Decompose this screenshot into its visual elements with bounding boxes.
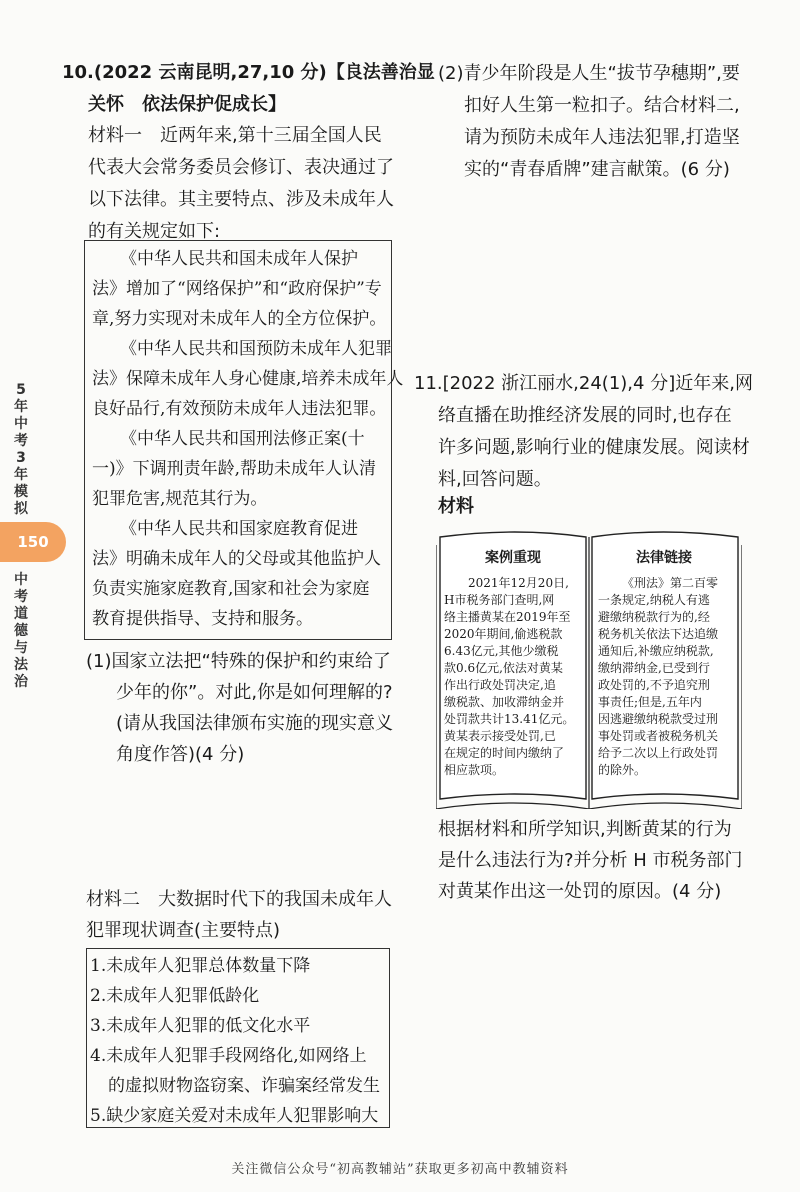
material1-text bbox=[88, 120, 394, 248]
case-book-graphic bbox=[436, 527, 742, 809]
footer-watermark: 关注微信公众号“初高教辅站”获取更多初高中教辅资料 bbox=[231, 1162, 569, 1177]
q11-question bbox=[438, 814, 743, 907]
material2-line: 材料二 大数据时代下的我国未成年人 bbox=[86, 889, 392, 910]
law-line: 一)》下调刑责年龄,帮助未成年人认清 bbox=[92, 459, 377, 479]
survey-line: 4.未成年人犯罪手段网络化,如网络上 bbox=[90, 1046, 367, 1066]
book-series-char: 年 bbox=[14, 467, 28, 483]
law-link-line: 因逃避缴纳税款受过刑 bbox=[598, 712, 719, 726]
case-line: 在规定的时间内缴纳了 bbox=[444, 746, 565, 760]
law-link-line: 通知后,补缴应纳税款, bbox=[598, 644, 714, 658]
case-line: 6.43亿元,其他少缴税 bbox=[444, 644, 559, 658]
q11-line: 络直播在助推经济发展的同时,也存在 bbox=[438, 405, 732, 426]
book-series-char: 模 bbox=[14, 484, 28, 500]
q10-sub1 bbox=[86, 646, 393, 770]
material1-line: 的有关规定如下: bbox=[88, 221, 221, 242]
sub1-line: (1)国家立法把“特殊的保护和约束给了 bbox=[86, 651, 391, 672]
survey-line: 2.未成年人犯罪低龄化 bbox=[90, 986, 260, 1006]
book-series-char: 中 bbox=[14, 416, 28, 432]
law-line: 章,努力实现对未成年人的全方位保护。 bbox=[92, 309, 387, 329]
case-line: 处罚款共计13.41亿元。 bbox=[444, 712, 575, 726]
q11-text bbox=[414, 368, 753, 496]
law-link-line: 给予二次以上行政处罚 bbox=[598, 746, 719, 760]
q11-question-line: 是什么违法行为?并分析 H 市税务部门 bbox=[438, 850, 743, 871]
material2-text bbox=[86, 884, 392, 946]
case-line: 款0.6亿元,依法对黄某 bbox=[444, 661, 563, 675]
subject-char: 法 bbox=[14, 657, 28, 673]
case-line: 2021年12月20日, bbox=[468, 576, 569, 590]
q10-sub2 bbox=[438, 58, 740, 186]
q11-line: 许多问题,影响行业的健康发展。阅读材 bbox=[438, 437, 750, 458]
law-line: 法》增加了“网络保护”和“政府保护”专 bbox=[92, 279, 382, 299]
q11-line: 料,回答问题。 bbox=[438, 469, 552, 490]
material1-line: 材料一 近两年来,第十三届全国人民 bbox=[88, 125, 382, 146]
book-series-char: 考 bbox=[14, 433, 28, 449]
sub1-line: 少年的你”。对此,你是如何理解的? bbox=[116, 682, 393, 703]
q10-header-cont: 关怀 依法保护促成长】 bbox=[88, 94, 286, 115]
law-line: 《中华人民共和国家庭教育促进 bbox=[120, 519, 358, 539]
case-line: 黄某表示接受处罚,已 bbox=[444, 729, 556, 743]
q10-header: 10.(2022 云南昆明,27,10 分)【良法善治显 bbox=[62, 62, 435, 83]
sub2-line: 扣好人生第一粒扣子。结合材料二, bbox=[464, 95, 740, 116]
survey-line: 5.缺少家庭关爱对未成年人犯罪影响大 bbox=[90, 1106, 379, 1126]
case-title: 案例重现 bbox=[485, 550, 541, 566]
material2-line: 犯罪现状调查(主要特点) bbox=[86, 920, 281, 941]
sub1-line: 角度作答)(4 分) bbox=[116, 744, 245, 765]
law-text bbox=[598, 575, 718, 779]
sub1-line: (请从我国法律颁布实施的现实意义 bbox=[116, 713, 394, 734]
material1-line: 以下法律。其主要特点、涉及未成年人 bbox=[88, 189, 394, 210]
subject-char: 中 bbox=[14, 572, 28, 588]
subject-char: 与 bbox=[14, 640, 28, 656]
q11-line: 11.[2022 浙江丽水,24(1),4 分]近年来,网 bbox=[414, 373, 753, 394]
case-line: H市税务部门查明,网 bbox=[444, 593, 555, 607]
sub2-line: (2)青少年阶段是人生“拔节孕穗期”,要 bbox=[438, 63, 740, 84]
book-series-char: 3 bbox=[16, 450, 26, 466]
law-link-line: 政处罚的,不予追究刑 bbox=[598, 678, 710, 692]
subject-char: 德 bbox=[14, 623, 28, 639]
law-line: 《中华人民共和国未成年人保护 bbox=[120, 249, 358, 269]
sub2-line: 请为预防未成年人违法犯罪,打造坚 bbox=[464, 127, 740, 148]
book-series-label bbox=[8, 382, 34, 518]
survey-line: 的虚拟财物盗窃案、诈骗案经常发生 bbox=[108, 1076, 380, 1096]
subject-char: 道 bbox=[14, 606, 28, 622]
q11-question-line: 对黄某作出这一处罚的原因。(4 分) bbox=[438, 881, 722, 902]
case-text bbox=[444, 575, 574, 779]
law-link-line: 一条规定,纳税人有逃 bbox=[598, 593, 710, 607]
law-link-line: 事处罚或者被税务机关 bbox=[598, 729, 719, 743]
case-line: 作出行政处罚决定,追 bbox=[444, 678, 556, 692]
material1-line: 代表大会常务委员会修订、表决通过了 bbox=[88, 157, 394, 178]
book-series-char: 5 bbox=[16, 382, 26, 398]
subject-char: 考 bbox=[14, 589, 28, 605]
sub2-line: 实的“青春盾牌”建言献策。(6 分) bbox=[464, 159, 730, 180]
law-line: 负责实施家庭教育,国家和社会为家庭 bbox=[92, 579, 370, 599]
book-series-char: 拟 bbox=[14, 501, 28, 517]
survey-line: 1.未成年人犯罪总体数量下降 bbox=[90, 956, 311, 976]
law-link-line: 事责任;但是,五年内 bbox=[598, 695, 702, 709]
q11-material-label: 材料 bbox=[438, 496, 474, 517]
case-line: 络主播黄某在2019年至 bbox=[444, 610, 571, 624]
law-line: 良好品行,有效预防未成年人违法犯罪。 bbox=[92, 399, 387, 419]
case-line: 缴税款、加收滞纳金并 bbox=[444, 695, 565, 709]
law-line: 犯罪危害,规范其行为。 bbox=[92, 489, 268, 509]
book-series-char: 年 bbox=[14, 399, 28, 415]
law-link-line: 缴纳滞纳金,已受到行 bbox=[598, 661, 710, 675]
law-link-line: 税务机关依法下达追缴 bbox=[598, 627, 719, 641]
law-line: 教育提供指导、支持和服务。 bbox=[92, 609, 313, 629]
page-number-tab: 150 bbox=[0, 522, 66, 562]
law-line: 《中华人民共和国刑法修正案(十 bbox=[120, 429, 365, 449]
law-line: 《中华人民共和国预防未成年人犯罪 bbox=[120, 339, 392, 359]
subject-char: 治 bbox=[14, 674, 28, 690]
law-line: 法》保障未成年人身心健康,培养未成年人 bbox=[92, 369, 404, 389]
law-line: 法》明确未成年人的父母或其他监护人 bbox=[92, 549, 381, 569]
law-link-line: 避缴纳税款行为的,经 bbox=[598, 610, 710, 624]
survey-box-text bbox=[90, 951, 380, 1131]
case-line: 2020年期间,偷逃税款 bbox=[444, 627, 563, 641]
case-line: 相应款项。 bbox=[444, 763, 505, 777]
laws-box-text bbox=[92, 244, 403, 634]
law-title: 法律链接 bbox=[636, 550, 692, 566]
law-link-line: 《刑法》第二百零 bbox=[622, 576, 719, 590]
survey-line: 3.未成年人犯罪的低文化水平 bbox=[90, 1016, 311, 1036]
q11-question-line: 根据材料和所学知识,判断黄某的行为 bbox=[438, 819, 732, 840]
law-link-line: 的除外。 bbox=[598, 763, 647, 777]
subject-label bbox=[8, 572, 34, 691]
